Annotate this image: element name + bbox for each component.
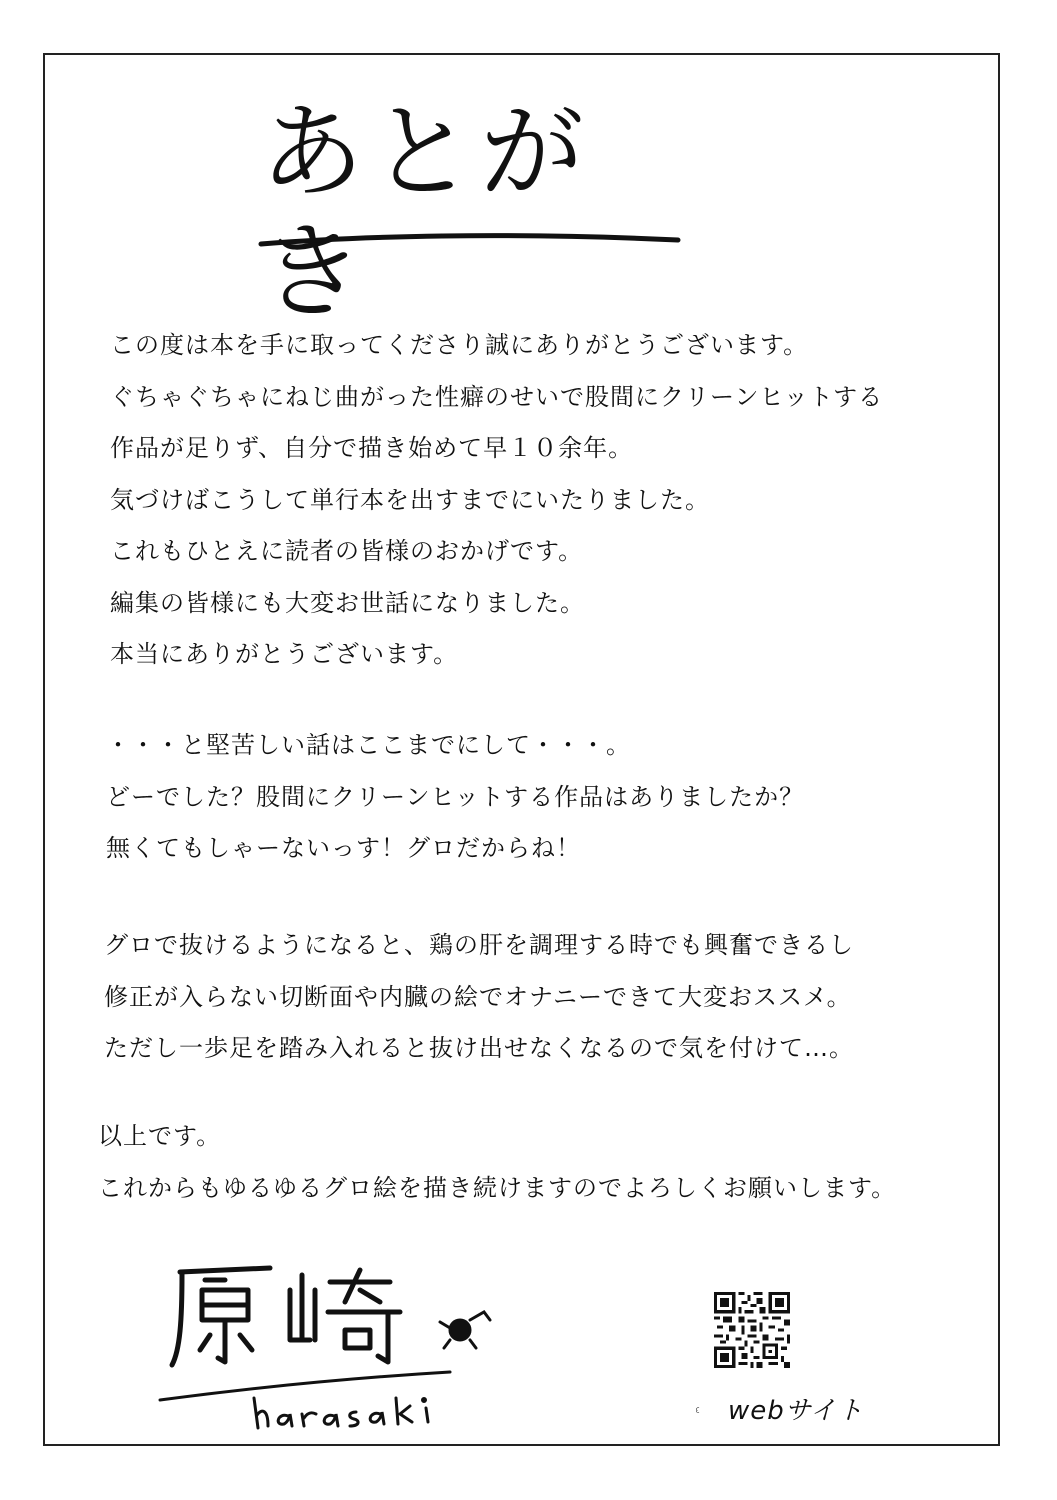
text-line: ぐちゃぐちゃにねじ曲がった性癖のせいで股間にクリーンヒットする xyxy=(110,382,884,411)
text-line: 作品が足りず、自分で描き始めて早１０余年。 xyxy=(110,434,634,462)
text-line: 無くてもしゃーないっす！グロだからね！ xyxy=(106,834,581,862)
text-line: 本当にありがとうございます。 xyxy=(110,640,459,668)
paragraph-closing xyxy=(98,1111,896,1214)
text-line: これからもゆるゆるグロ絵を描き続けますのでよろしくお願いします。 xyxy=(98,1173,897,1202)
paragraph-recommendation xyxy=(104,920,854,1075)
qr-code-icon[interactable] xyxy=(714,1292,790,1368)
text-line: どーでした？股間にクリーンヒットする作品はありましたか？ xyxy=(106,782,805,811)
text-line: 以上です。 xyxy=(98,1122,222,1150)
website-label: webサイト xyxy=(728,1396,864,1426)
arrow-icon xyxy=(695,1390,725,1430)
text-line: ただし一歩足を踏み入れると抜け出せなくなるので気を付けて…。 xyxy=(104,1034,854,1062)
text-line: これもひとえに読者の皆様のおかげです。 xyxy=(110,537,584,565)
page-title: あとがき xyxy=(260,91,591,333)
handwritten-signature xyxy=(150,1250,510,1430)
paragraph-question xyxy=(106,720,804,875)
text-line: ・・・と堅苦しい話はここまでにして・・・。 xyxy=(106,731,631,759)
paragraph-greeting xyxy=(110,320,883,681)
text-line: 気づけばこうして単行本を出すまでにいたりました。 xyxy=(110,485,710,514)
text-line: グロで抜けるようになると、鶏の肝を調理する時でも興奮できるし xyxy=(104,931,854,959)
text-line: 編集の皆様にも大変お世話になりました。 xyxy=(110,588,585,617)
title-underline xyxy=(258,226,683,250)
text-line: 修正が入らない切断面や内臓の絵でオナニーできて大変おススメ。 xyxy=(104,982,852,1011)
text-line: この度は本を手に取ってくださり誠にありがとうございます。 xyxy=(110,331,809,359)
